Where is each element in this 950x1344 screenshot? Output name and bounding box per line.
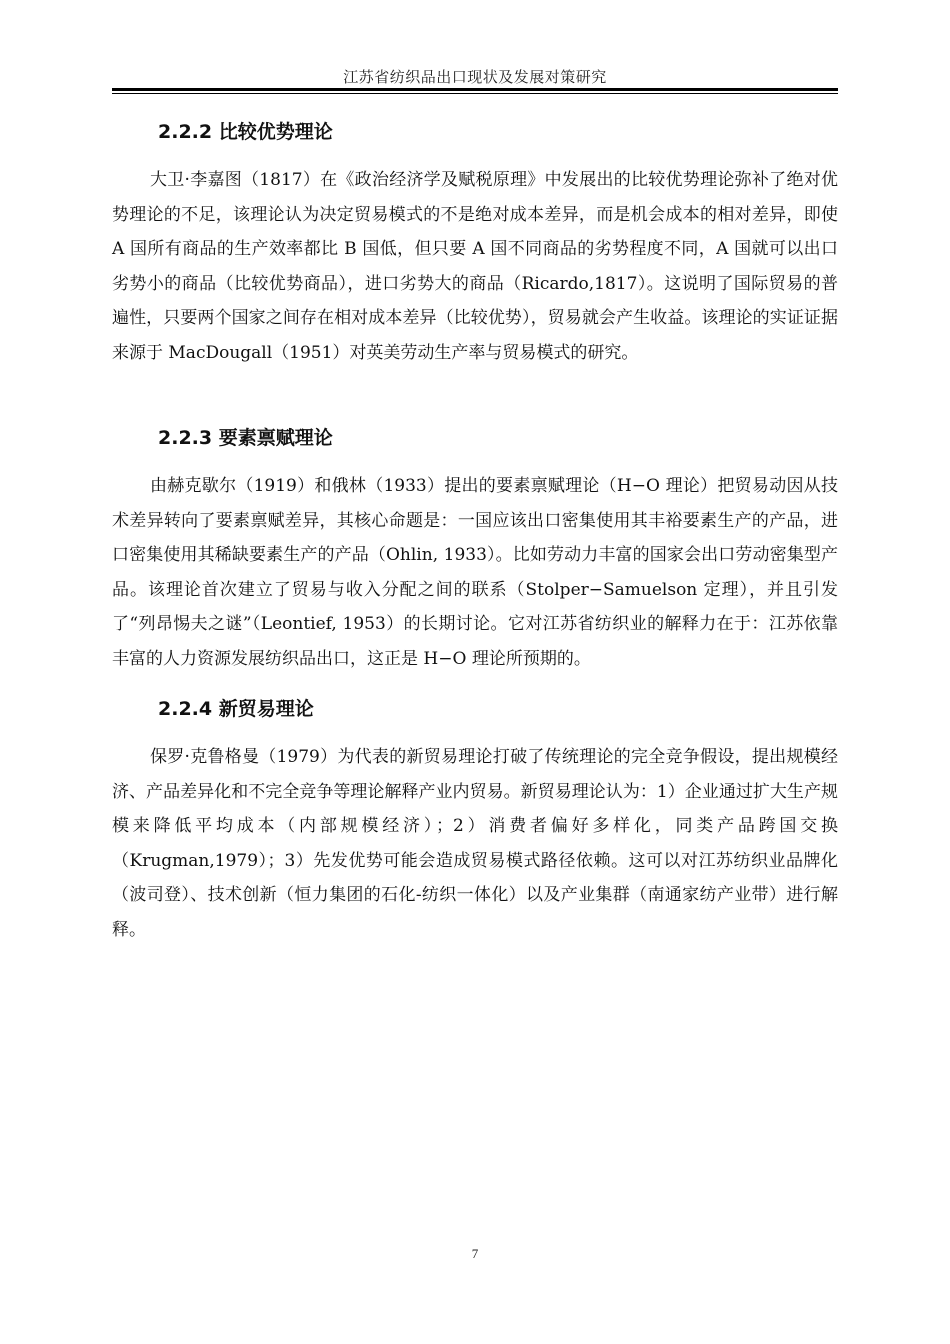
section-heading-2-2-3: 2.2.3 要素禀赋理论 [158, 427, 333, 449]
section-paragraph-2-2-2: 大卫·李嘉图（1817）在《政治经济学及赋税原理》中发展出的比较优势理论弥补了绝对优势理论的不足，该理论认为决定贸易模式的不是绝对成本差异，而是机会成本的相对差异，即使 A 国所有商品的生产效率都比 B 国低，但只要 A 国不同商品的劣势程度不同，A 国就可以出口劣势小的商品（比较优势商品），进口劣势大的商品（Ricardo,1817）。这说明了国际贸易的普遍性，只要两个国家之间存在相对成本差异（比较优势），贸易就会产生收益。该理论的实证证据来源于 MacDougall（1951）对英美劳动生产率与贸易模式的研究。 [112, 170, 838, 363]
running-header: 江苏省纺织品出口现状及发展对策研究 [343, 68, 607, 86]
header-rule-thick [112, 88, 838, 91]
section-paragraph-2-2-3: 由赫克歇尔（1919）和俄林（1933）提出的要素禀赋理论（H−O 理论）把贸易动因从技术差异转向了要素禀赋差异，其核心命题是：一国应该出口密集使用其丰裕要素生产的产品，进口密集使用其稀缺要素生产的产品（Ohlin, 1933）。比如劳动力丰富的国家会出口劳动密集型产品。该理论首次建立了贸易与收入分配之间的联系（Stolper−Samuelson 定理），并且引发了“列昂惕夫之谜”（Leontief, 1953）的长期讨论。它对江苏省纺织业的解释力在于：江苏依靠丰富的人力资源发展纺织品出口，这正是 H−O 理论所预期的。 [112, 476, 838, 669]
section-heading-2-2-2: 2.2.2 比较优势理论 [158, 121, 333, 143]
page-number: 7 [471, 1246, 479, 1261]
section-heading-2-2-4: 2.2.4 新贸易理论 [158, 698, 314, 720]
section-paragraph-2-2-4: 保罗·克鲁格曼（1979）为代表的新贸易理论打破了传统理论的完全竞争假设，提出规模经济、产品差异化和不完全竞争等理论解释产业内贸易。新贸易理论认为：1）企业通过扩大生产规模来降低平均成本（内部规模经济）；2）消费者偏好多样化，同类产品跨国交换（Krugman,1979）；3）先发优势可能会造成贸易模式路径依赖。这可以对江苏纺织业品牌化（波司登）、技术创新（恒力集团的石化-纺织一体化）以及产业集群（南通家纺产业带）进行解释。 [112, 747, 838, 940]
header-rule-thin [112, 93, 838, 94]
